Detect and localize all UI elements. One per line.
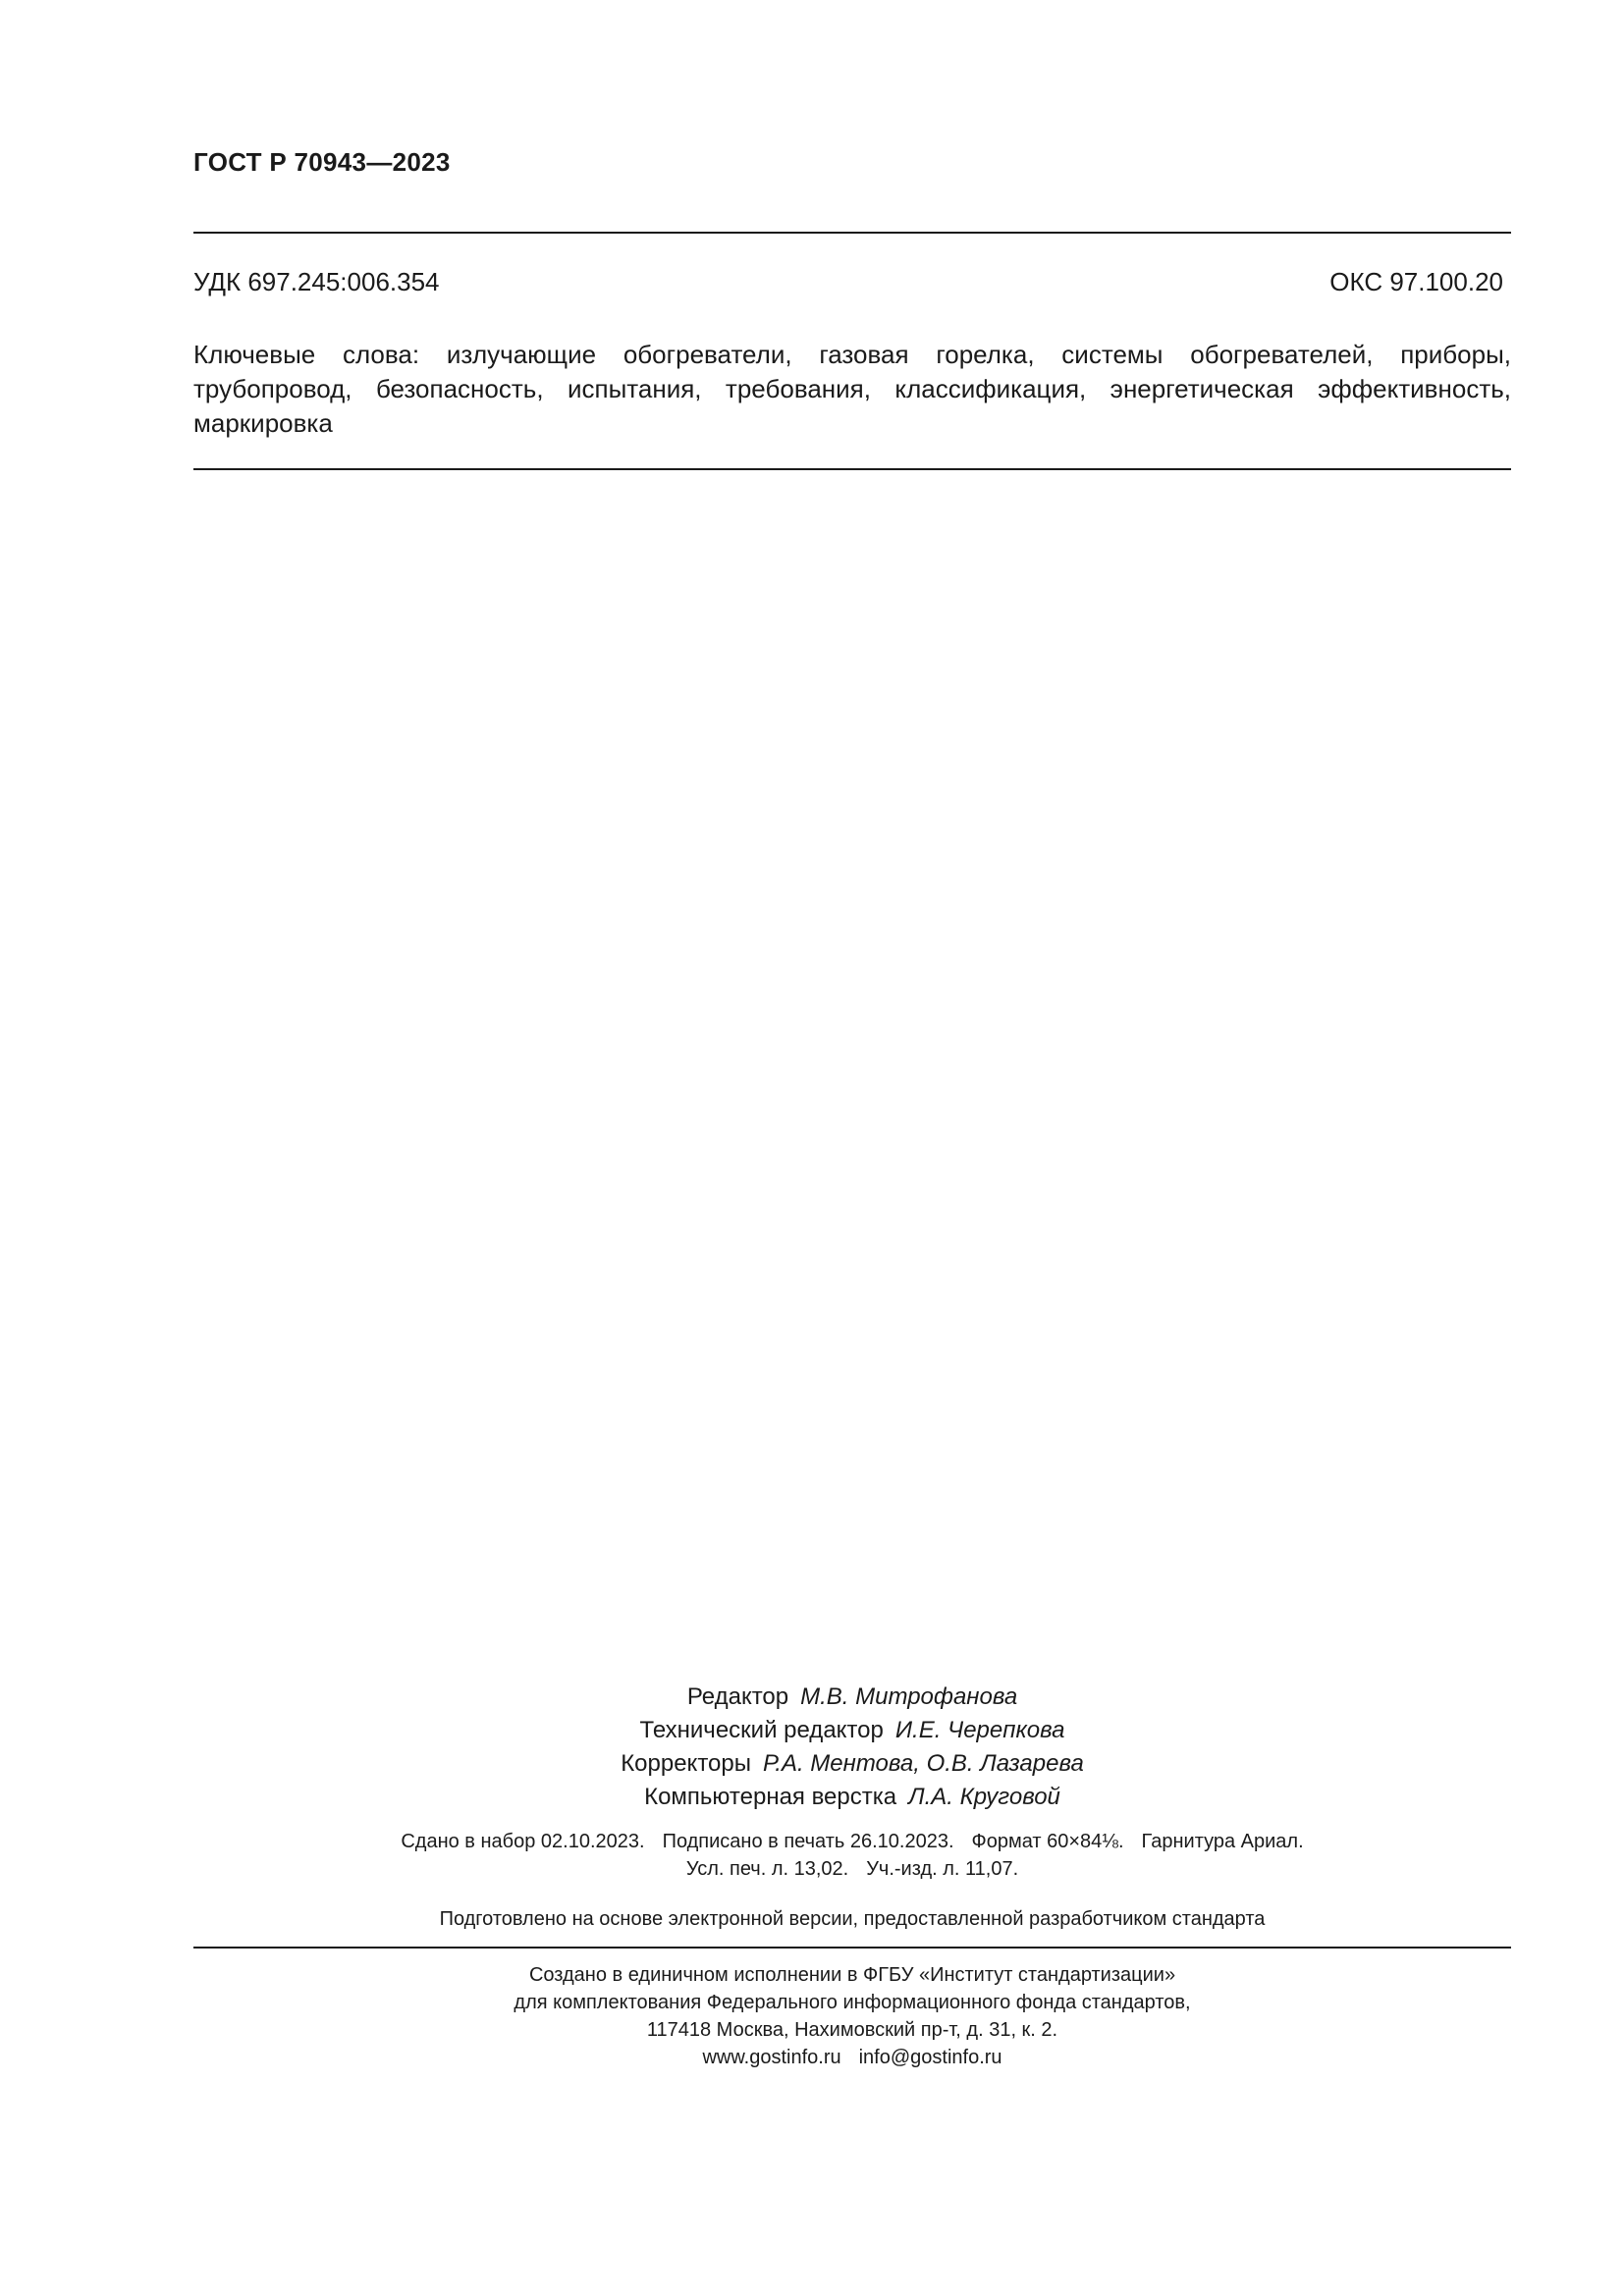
imprint-line-1 bbox=[193, 1828, 1511, 1855]
publisher-divider bbox=[193, 1947, 1511, 1949]
submitted-date: Сдано в набор 02.10.2023. bbox=[401, 1831, 645, 1852]
paper-format: Формат 60×84⅛. bbox=[971, 1831, 1124, 1852]
credits-block bbox=[193, 1681, 1511, 1814]
publisher-address: 117418 Москва, Нахимовский пр-т, д. 31, к. 2. bbox=[646, 2019, 1058, 2041]
keywords-paragraph: Ключевые слова: излучающие обогреватели, газовая горелка, системы обогревателей, приборы, трубопровод, безопасность, испытания, требования, классификация, энергетическая эффективность, маркировка bbox=[193, 340, 1511, 438]
proofreaders-line bbox=[193, 1747, 1511, 1781]
layout-line bbox=[193, 1781, 1511, 1814]
email-link[interactable]: info@gostinfo.ru bbox=[858, 2047, 1002, 2068]
editor-name: М.В. Митрофанова bbox=[800, 1683, 1018, 1710]
layout-name: Л.А. Круговой bbox=[908, 1784, 1060, 1810]
imprint-line-2 bbox=[193, 1855, 1511, 1883]
layout-label: Компьютерная верстка bbox=[644, 1784, 897, 1810]
website-link[interactable]: www.gostinfo.ru bbox=[702, 2047, 841, 2068]
pub-sheets: Уч.-изд. л. 11,07. bbox=[866, 1858, 1019, 1880]
udk-code: УДК 697.245:006.354 bbox=[193, 267, 440, 296]
typeface: Гарнитура Ариал. bbox=[1141, 1831, 1304, 1852]
classification-row bbox=[193, 267, 1503, 297]
print-sheets: Усл. печ. л. 13,02. bbox=[685, 1858, 849, 1880]
publisher-contacts bbox=[193, 2044, 1511, 2071]
standard-id: ГОСТ Р 70943—2023 bbox=[193, 147, 451, 177]
tech-editor-line bbox=[193, 1714, 1511, 1747]
tech-editor-label: Технический редактор bbox=[639, 1717, 884, 1743]
top-divider bbox=[193, 232, 1511, 234]
keywords-divider bbox=[193, 468, 1511, 470]
tech-editor-name: И.Е. Черепкова bbox=[894, 1717, 1065, 1743]
editor-label: Редактор bbox=[686, 1683, 789, 1710]
publisher-block bbox=[193, 1961, 1511, 2071]
publisher-line-1: Создано в единичном исполнении в ФГБУ «Институт стандартизации» bbox=[528, 1964, 1176, 1986]
proofreaders-names: Р.А. Ментова, О.В. Лазарева bbox=[763, 1750, 1084, 1777]
oks-code: ОКС 97.100.20 bbox=[1329, 267, 1503, 296]
editor-line bbox=[193, 1681, 1511, 1714]
prepared-note: Подготовлено на основе электронной версии, предоставленной разработчиком стандарта bbox=[439, 1908, 1266, 1930]
imprint-block bbox=[193, 1828, 1511, 1883]
publisher-line-2: для комплектования Федерального информационного фонда стандартов, bbox=[514, 1992, 1191, 2013]
proofreaders-label: Корректоры bbox=[621, 1750, 751, 1777]
signed-date: Подписано в печать 26.10.2023. bbox=[662, 1831, 954, 1852]
